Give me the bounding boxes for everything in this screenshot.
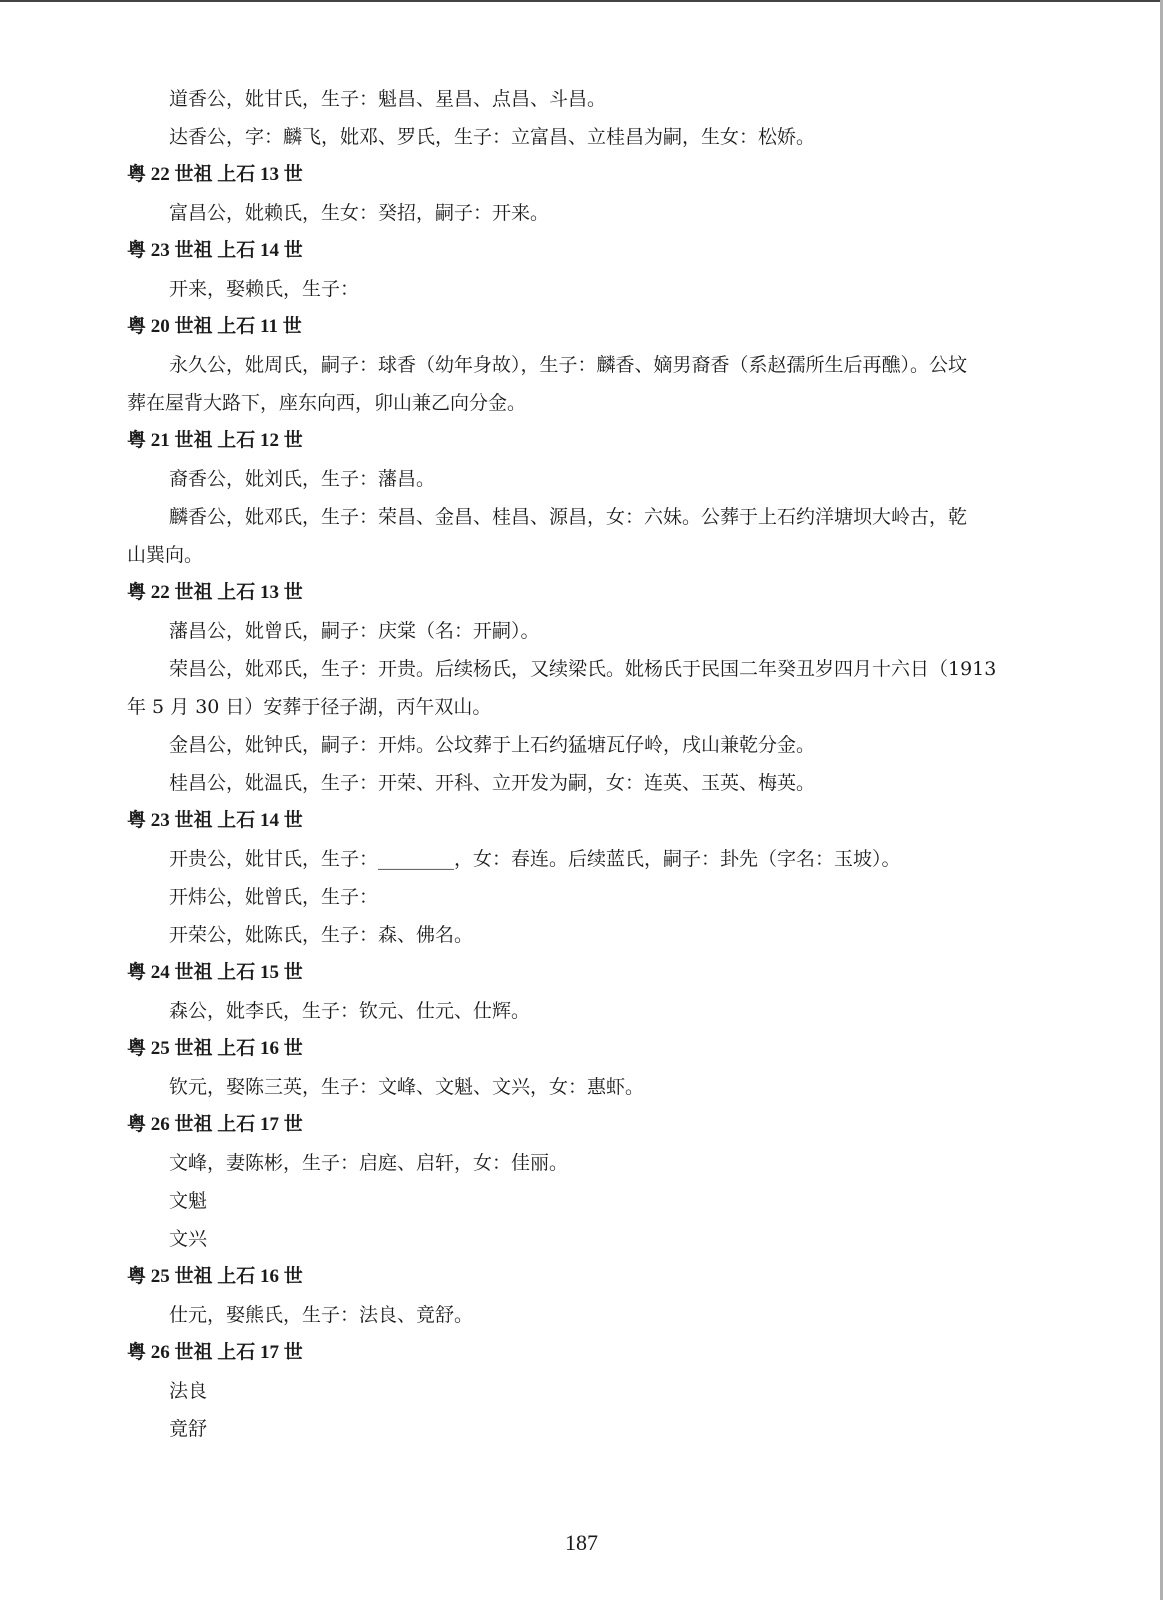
genealogy-entry: 达香公，字：麟飞，妣邓、罗氏，生子：立富昌、立桂昌为嗣，生女：松娇。 <box>169 126 816 148</box>
genealogy-entry: 竟舒 <box>169 1418 208 1440</box>
genealogy-entry: 道香公，妣甘氏，生子：魁昌、星昌、点昌、斗昌。 <box>169 88 607 110</box>
genealogy-entry: 金昌公，妣钟氏，嗣子：开炜。公坟葬于上石约猛塘瓦仔岭，戌山兼乾分金。 <box>169 734 816 756</box>
genealogy-entry: 开炜公，妣曾氏，生子： <box>169 886 379 908</box>
genealogy-entry: 富昌公，妣赖氏，生女：癸招，嗣子：开来。 <box>169 202 550 224</box>
genealogy-entry: 开荣公，妣陈氏，生子：森、佛名。 <box>169 924 474 946</box>
page-number: 187 <box>565 1530 598 1555</box>
top-border-rule <box>0 0 1163 2</box>
genealogy-entry: 麟香公，妣邓氏，生子：荣昌、金昌、桂昌、源昌，女：六妹。公葬于上石约洋塘坝大岭古，乾 <box>169 506 968 528</box>
generation-heading: 粤 24 世祖 上石 15 世 <box>127 962 303 983</box>
genealogy-entry: 法良 <box>169 1380 208 1402</box>
genealogy-entry: 钦元，娶陈三英，生子：文峰、文魁、文兴，女：惠虾。 <box>169 1076 645 1098</box>
genealogy-entry: 桂昌公，妣温氏，生子：开荣、开科、立开发为嗣，女：连英、玉英、梅英。 <box>169 772 816 794</box>
genealogy-entry: 文魁 <box>169 1190 208 1212</box>
genealogy-entry: 开来，娶赖氏，生子： <box>169 278 360 300</box>
genealogy-entry: 仕元，娶熊氏，生子：法良、竟舒。 <box>169 1304 474 1326</box>
genealogy-entry: 荣昌公，妣邓氏，生子：开贵。后续杨氏，又续梁氏。妣杨氏于民国二年癸丑岁四月十六日（1913 <box>169 658 997 680</box>
genealogy-entry: 裔香公，妣刘氏，生子：藩昌。 <box>169 468 436 490</box>
generation-heading: 粤 23 世祖 上石 14 世 <box>127 240 303 261</box>
generation-heading: 粤 25 世祖 上石 16 世 <box>127 1038 303 1059</box>
generation-heading: 粤 20 世祖 上石 11 世 <box>127 316 302 337</box>
generation-heading: 粤 26 世祖 上石 17 世 <box>127 1114 303 1135</box>
genealogy-entry: 永久公，妣周氏，嗣子：球香（幼年身故），生子：麟香、嫡男裔香（系赵孺所生后再醮）。公坟 <box>169 354 968 376</box>
genealogy-entry: 开贵公，妣甘氏，生子：________，女：春连。后续蓝氏，嗣子：卦先（字名：玉坡）。 <box>169 848 901 870</box>
genealogy-entry: 森公，妣李氏，生子：钦元、仕元、仕辉。 <box>169 1000 531 1022</box>
generation-heading: 粤 22 世祖 上石 13 世 <box>127 164 303 185</box>
entry-continuation: 葬在屋背大路下，座东向西，卯山兼乙向分金。 <box>127 392 527 414</box>
genealogy-entry: 藩昌公，妣曾氏，嗣子：庆棠（名：开嗣）。 <box>169 620 540 642</box>
genealogy-entry: 文峰，妻陈彬，生子：启庭、启轩，女：佳丽。 <box>169 1152 569 1174</box>
generation-heading: 粤 26 世祖 上石 17 世 <box>127 1342 303 1363</box>
generation-heading: 粤 25 世祖 上石 16 世 <box>127 1266 303 1287</box>
generation-heading: 粤 23 世祖 上石 14 世 <box>127 810 303 831</box>
generation-heading: 粤 22 世祖 上石 13 世 <box>127 582 303 603</box>
genealogy-lines <box>127 80 1057 1448</box>
entry-continuation: 年 5 月 30 日）安葬于径子湖，丙午双山。 <box>127 696 492 718</box>
genealogy-page-body <box>127 80 1057 1448</box>
generation-heading: 粤 21 世祖 上石 12 世 <box>127 430 303 451</box>
genealogy-entry: 文兴 <box>169 1228 208 1250</box>
entry-continuation: 山巽向。 <box>127 544 204 566</box>
